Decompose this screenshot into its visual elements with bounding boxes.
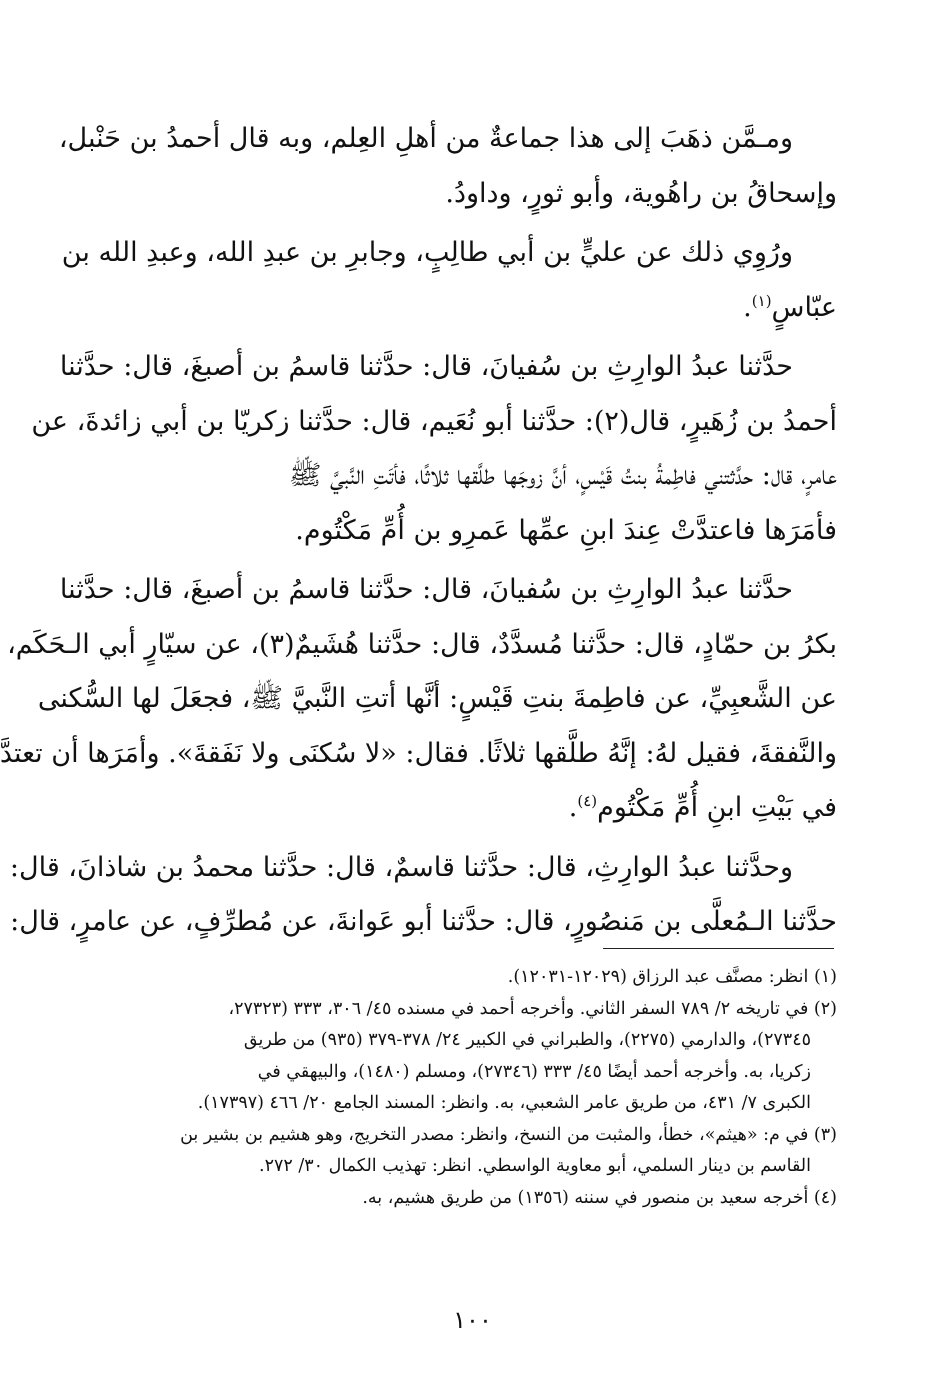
- text-line: وإسحاقُ بن راهُوية، وأبو ثورٍ، وداودُ.: [445, 177, 837, 209]
- text-line: وحدَّثنا عبدُ الوارِثِ، قال: حدَّثنا قاسمٌ، قال: حدَّثنا محمدُ بن شاذانَ، قال:: [9, 851, 793, 883]
- footnote-line: (٢) في تاريخه ٢/ ٧٨٩ السفر الثاني. وأخرجه أحمد في مسنده ٤٥/ ٣٠٦، ٣٣٣ (٢٧٣٢٣،: [228, 998, 837, 1019]
- text-fragment: .: [743, 291, 752, 323]
- text-line: أحمدُ بن زُهَيرٍ، قال(٢): حدَّثنا أبو نُعَيم، قال: حدَّثنا زكريّا بن أبي زائدةَ، عن: [31, 405, 837, 437]
- footnote-ref[interactable]: (٤): [577, 792, 598, 810]
- footnote-divider: [603, 948, 834, 949]
- page-number: ١٠٠: [453, 1306, 492, 1334]
- text-fragment: في بَيْتِ ابنِ أُمِّ مَكْتُوم: [597, 792, 837, 823]
- footnote-line: (٤) أخرجه سعيد بن منصور في سننه (١٣٥٦) من طريق هشيم، به.: [362, 1187, 837, 1208]
- text-line-with-ref: [99, 781, 837, 836]
- footnote: [99, 994, 837, 1120]
- footnote-ref[interactable]: (١): [751, 291, 772, 310]
- footnote-line: زكريا، به. وأخرجه أحمد أيضًا ٤٥/ ٣٣٣ (٢٧٣٤٦)، ومسلم (١٤٨٠)، والبيهقي في: [257, 1061, 811, 1082]
- text-line: عامرٍ، قال: حدَّثتني فاطِمةُ بنتُ قَيْسٍ، أنَّ زوجَها طلَّقها ثلاثًا، فأتَتِ النَّبيَّ ﷺ: [288, 460, 837, 491]
- footnote-line: (٣) في م: «هيثم»، خطأ، والمثبت من النسخ، وانظر: مصدر التخريج، وهو هشيم بن بشير بن: [180, 1124, 837, 1145]
- footnote-line: (١) انظر: مصنَّف عبد الرزاق (١٢٠٢٩-١٢٠٣١).: [507, 967, 837, 987]
- paragraph: [31, 340, 837, 558]
- footnote-line: القاسم بن دينار السلمي، أبو معاوية الواسطي. انظر: تهذيب الكمال ٣٠/ ٢٧٢.: [259, 1156, 811, 1176]
- text-line: ومـمَّن ذهَبَ إلى هذا جماعةٌ من أهلِ العِلم، وبه قال أحمدُ بن حَنْبل،: [58, 123, 793, 154]
- footnote: [99, 962, 837, 994]
- paragraph: [61, 226, 837, 335]
- text-line: والنَّفقةَ، فقيل لهُ: إنَّهُ طلَّقها ثلاثًا. فقال: «لا سُكنَى ولا نَفَقةَ». وأمَرَها أن تعتدَّ: [0, 737, 837, 769]
- text-line: فأمَرَها فاعتدَّتْ عِندَ ابنِ عمِّها عَمرِو بن أُمِّ مَكْتُوم.: [295, 514, 837, 546]
- text-line: ورُوِي ذلك عن عليٍّ بن أبي طالِبٍ، وجابرِ بن عبدِ الله، وعبدِ الله بن: [61, 237, 793, 268]
- footnote-line: ٢٧٣٤٥)، والدارمي (٢٢٧٥)، والطبراني في الكبير ٢٤/ ٣٧٨-٣٧٩ (٩٣٥) من طريق: [243, 1030, 811, 1050]
- footnotes: [99, 962, 837, 1214]
- paragraph: [58, 112, 837, 221]
- text-fragment: عبّاسٍ: [771, 291, 837, 323]
- text-line-with-ref: [99, 281, 837, 336]
- text-line: حدَّثنا عبدُ الوارِثِ بن سُفيانَ، قال: حدَّثنا قاسمُ بن أصبغَ، قال: حدَّثنا: [59, 574, 793, 605]
- footnote-line: الكبرى ٧/ ٤٣١، من طريق عامر الشعبي، به. وانظر: المسند الجامع ٢٠/ ٤٦٦ (١٧٣٩٧).: [197, 1093, 811, 1113]
- text-line: بكرُ بن حمّادٍ، قال: حدَّثنا مُسدَّدٌ، قال: حدَّثنا هُشَيمٌ(٣)، عن سيّارٍ أبي الـحَكَم،: [7, 628, 837, 660]
- text-line: حدَّثنا الـمُعلَّى بن مَنصُورٍ، قال: حدَّثنا أبو عَوانةَ، عن مُطرِّفٍ، عن عامرٍ، قال:: [10, 906, 837, 937]
- text-fragment: .: [568, 792, 578, 823]
- footnote: [99, 1183, 837, 1215]
- text-line: حدَّثنا عبدُ الوارِثِ بن سُفيانَ، قال: حدَّثنا قاسمُ بن أصبغَ، قال: حدَّثنا: [59, 351, 793, 382]
- main-text: [0, 112, 837, 955]
- text-line: عن الشَّعبِيِّ، عن فاطِمةَ بنتِ قَيْسٍ: أنَّها أتتِ النَّبيَّ ﷺ، فجعَلَ لها السُّكنى: [37, 683, 837, 714]
- paragraph: [9, 841, 837, 950]
- footnote: [99, 1120, 837, 1183]
- paragraph: [0, 563, 837, 836]
